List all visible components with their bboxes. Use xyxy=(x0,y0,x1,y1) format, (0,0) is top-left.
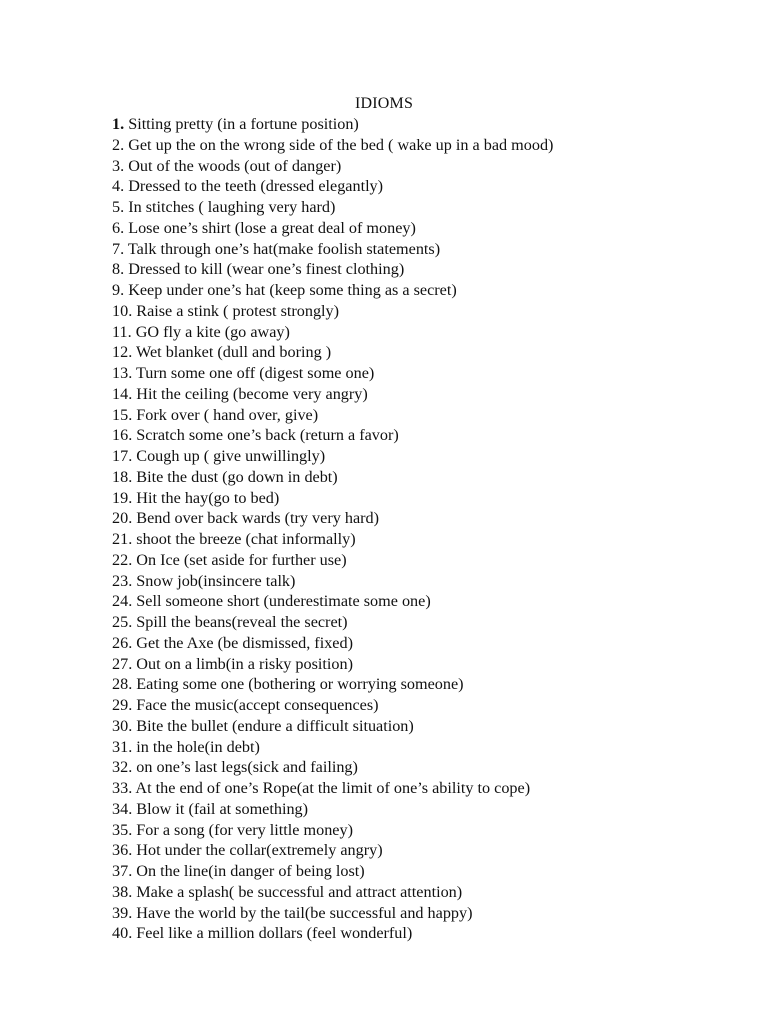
idiom-item xyxy=(112,840,732,861)
document-title: IDIOMS xyxy=(354,95,414,112)
idiom-number: 9. xyxy=(112,281,125,299)
idiom-item xyxy=(112,799,732,820)
idiom-text: Turn some one off (digest some one) xyxy=(132,364,375,382)
idiom-number: 10. xyxy=(112,301,133,320)
idiom-number: 30. xyxy=(112,716,133,735)
idiom-number: 35. xyxy=(112,820,133,839)
idiom-number: 33. xyxy=(112,779,133,797)
idiom-text: Spill the beans(reveal the secret) xyxy=(132,613,348,631)
idiom-number: 40. xyxy=(112,924,133,943)
idiom-text: Talk through one’s hat(make foolish statements) xyxy=(124,239,441,258)
idiom-item xyxy=(112,467,732,488)
idiom-item xyxy=(112,342,732,363)
idiom-text: Get the Axe (be dismissed, fixed) xyxy=(132,633,353,652)
idiom-text: Hit the hay(go to bed) xyxy=(132,488,280,507)
idiom-number: 24. xyxy=(112,592,133,611)
idiom-number: 29. xyxy=(112,696,133,714)
idiom-number: 39. xyxy=(112,903,133,922)
idiom-number: 8. xyxy=(112,260,125,279)
idiom-number: 21. xyxy=(112,530,133,548)
idiom-text: Out of the woods (out of danger) xyxy=(124,156,342,175)
idiom-item xyxy=(112,882,732,903)
idiom-number: 12. xyxy=(112,343,133,362)
idiom-text: Eating some one (bothering or worrying someone) xyxy=(132,675,464,694)
idiom-text: GO fly a kite (go away) xyxy=(131,322,290,341)
idiom-item xyxy=(112,425,732,446)
idiom-item xyxy=(112,259,732,280)
idiom-item xyxy=(112,737,732,758)
idiom-item xyxy=(112,923,732,944)
idiom-number: 28. xyxy=(112,675,133,694)
idiom-text: Fork over ( hand over, give) xyxy=(132,405,319,424)
idiom-text: shoot the breeze (chat informally) xyxy=(132,530,356,548)
idiom-text: Bend over back wards (try very hard) xyxy=(132,509,379,528)
idiom-item xyxy=(112,674,732,695)
idiom-number: 26. xyxy=(112,633,133,652)
idiom-number: 19. xyxy=(112,488,133,507)
idiom-text: In stitches ( laughing very hard) xyxy=(124,198,336,216)
idiom-text: Cough up ( give unwillingly) xyxy=(132,447,326,465)
idiom-item xyxy=(112,405,732,426)
idiom-item xyxy=(112,591,732,612)
idiom-number: 13. xyxy=(112,364,133,382)
idiom-number: 14. xyxy=(112,384,133,403)
idiom-number: 6. xyxy=(112,218,125,237)
idiom-item xyxy=(112,529,732,550)
idiom-item xyxy=(112,114,732,135)
idiom-item xyxy=(112,197,732,218)
idiom-number: 7. xyxy=(112,239,125,258)
idiom-number: 32. xyxy=(112,758,133,777)
idiom-number: 34. xyxy=(112,799,133,818)
idiom-number: 16. xyxy=(112,426,133,445)
idiom-item xyxy=(112,384,732,405)
idiom-number: 5. xyxy=(112,198,125,216)
idiom-text: Dressed to the teeth (dressed elegantly) xyxy=(124,177,384,196)
idiom-list xyxy=(112,114,732,944)
idiom-number: 3. xyxy=(112,156,125,175)
idiom-item xyxy=(112,550,732,571)
idiom-item xyxy=(112,654,732,675)
idiom-text: Raise a stink ( protest strongly) xyxy=(132,301,340,320)
idiom-item xyxy=(112,176,732,197)
idiom-text: Bite the dust (go down in debt) xyxy=(132,467,338,486)
idiom-item xyxy=(112,716,732,737)
idiom-number: 15. xyxy=(112,405,133,424)
idiom-item xyxy=(112,156,732,177)
idiom-text: Get up the on the wrong side of the bed ( wake up in a bad mood) xyxy=(124,135,554,154)
idiom-text: Bite the bullet (endure a difficult situation) xyxy=(132,716,414,735)
idiom-number: 31. xyxy=(112,737,133,756)
idiom-number: 27. xyxy=(112,654,133,673)
idiom-text: Hit the ceiling (become very angry) xyxy=(132,384,368,403)
idiom-number: 4. xyxy=(112,177,125,196)
idiom-text: Blow it (fail at something) xyxy=(132,799,309,818)
idiom-number: 25. xyxy=(112,613,133,631)
idiom-number: 1. xyxy=(112,115,125,133)
idiom-text: At the end of one’s Rope(at the limit of one’s ability to cope) xyxy=(132,779,531,797)
idiom-item xyxy=(112,363,732,384)
idiom-text: Keep under one’s hat (keep some thing as a secret) xyxy=(124,281,457,299)
idiom-item xyxy=(112,322,732,343)
idiom-item xyxy=(112,488,732,509)
idiom-item xyxy=(112,301,732,322)
idiom-text: Sell someone short (underestimate some one) xyxy=(132,592,431,611)
idiom-text: Dressed to kill (wear one’s finest clothing) xyxy=(124,260,405,279)
idiom-item xyxy=(112,903,732,924)
idiom-item xyxy=(112,778,732,799)
idiom-number: 23. xyxy=(112,571,133,590)
idiom-text: On the line(in danger of being lost) xyxy=(132,862,365,880)
idiom-item xyxy=(112,508,732,529)
idiom-text: on one’s last legs(sick and failing) xyxy=(132,758,358,777)
idiom-text: in the hole(in debt) xyxy=(132,737,260,756)
idiom-number: 37. xyxy=(112,862,133,880)
idiom-text: Out on a limb(in a risky position) xyxy=(132,654,353,673)
idiom-item xyxy=(112,135,732,156)
idiom-number: 17. xyxy=(112,447,133,465)
idiom-number: 36. xyxy=(112,841,133,860)
idiom-item xyxy=(112,571,732,592)
idiom-item xyxy=(112,633,732,654)
idiom-text: Lose one’s shirt (lose a great deal of money) xyxy=(124,218,416,237)
idiom-text: Hot under the collar(extremely angry) xyxy=(132,841,383,860)
idiom-number: 38. xyxy=(112,882,133,901)
idiom-number: 20. xyxy=(112,509,133,528)
idiom-text: For a song (for very little money) xyxy=(132,820,353,839)
idiom-item xyxy=(112,861,732,882)
idiom-text: Scratch some one’s back (return a favor) xyxy=(132,426,399,445)
idiom-text: On Ice (set aside for further use) xyxy=(132,550,347,569)
idiom-text: Face the music(accept consequences) xyxy=(132,696,379,714)
idiom-item xyxy=(112,239,732,260)
idiom-text: Sitting pretty (in a fortune position) xyxy=(124,115,359,133)
idiom-item xyxy=(112,446,732,467)
idiom-number: 22. xyxy=(112,550,133,569)
idiom-text: Have the world by the tail(be successful and happy) xyxy=(132,903,473,922)
idiom-text: Wet blanket (dull and boring ) xyxy=(132,343,332,362)
idiom-item xyxy=(112,695,732,716)
idiom-item xyxy=(112,820,732,841)
idiom-text: Make a splash( be successful and attract attention) xyxy=(132,882,463,901)
idiom-text: Feel like a million dollars (feel wonderful) xyxy=(132,924,413,943)
idiom-text: Snow job(insincere talk) xyxy=(132,571,296,590)
idiom-item xyxy=(112,757,732,778)
idiom-number: 2. xyxy=(112,135,125,154)
idiom-item xyxy=(112,280,732,301)
idiom-number: 11. xyxy=(112,322,132,341)
idiom-item xyxy=(112,218,732,239)
idiom-number: 18. xyxy=(112,467,133,486)
idiom-item xyxy=(112,612,732,633)
